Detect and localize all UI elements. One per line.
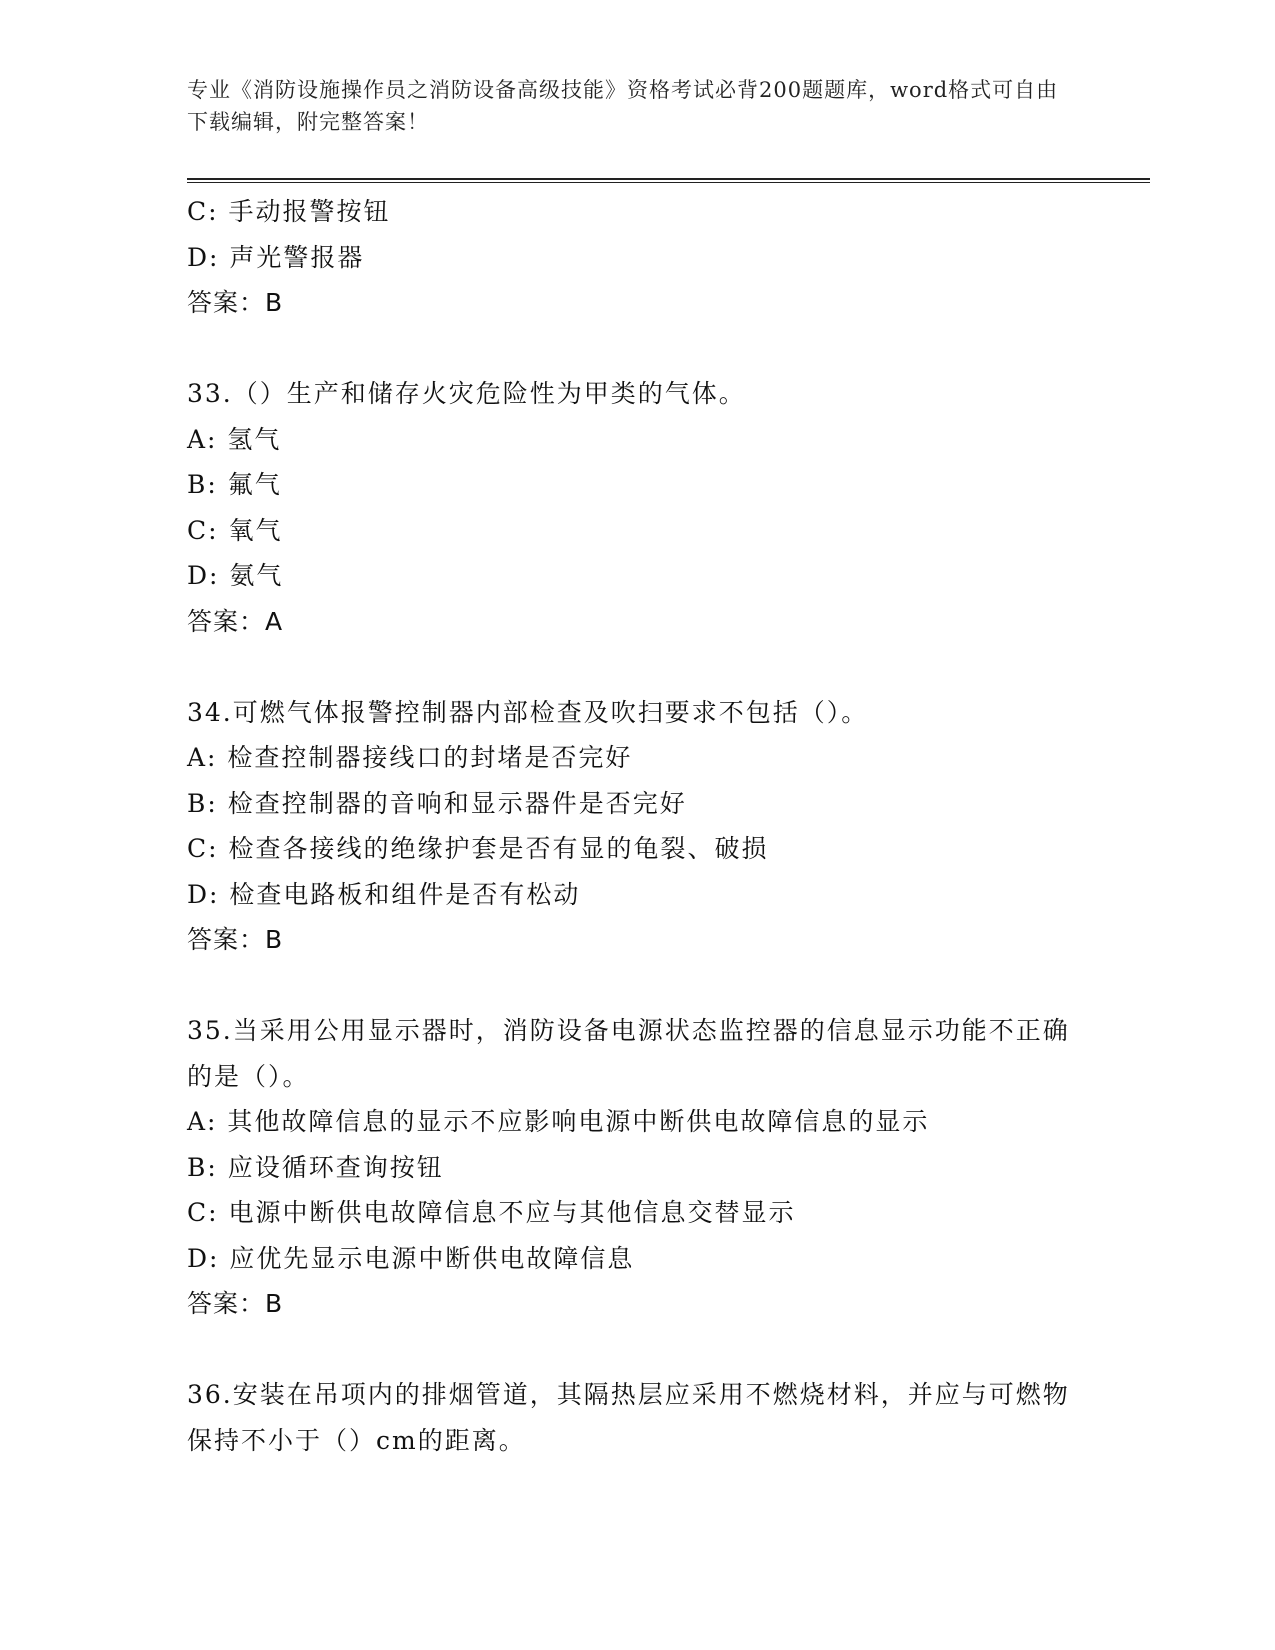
- spacer: [187, 644, 1087, 690]
- answer-line: 答案：A: [187, 606, 284, 636]
- spacer: [187, 963, 1087, 1009]
- question-36-text: 36.安装在吊项内的排烟管道，其隔热层应采用不燃烧材料，并应与可燃物保持不小于（）cm的距离。: [187, 1380, 1070, 1455]
- spacer: [187, 1327, 1087, 1373]
- option-d: D: 声光警报器: [187, 242, 365, 272]
- answer-line: 答案：B: [187, 288, 284, 317]
- spacer: [187, 326, 1087, 372]
- option-a: A: 其他故障信息的显示不应影响电源中断供电故障信息的显示: [187, 1107, 930, 1136]
- question-33-text: 33.（）生产和储存火灾危险性为甲类的气体。: [187, 379, 746, 408]
- option-d: D: 氨气: [187, 561, 284, 590]
- option-c: C: 氧气: [187, 515, 283, 545]
- option-b: B: 检查控制器的音响和显示器件是否完好: [187, 788, 687, 818]
- option-c: C: 手动报警按钮: [187, 197, 391, 226]
- answer-line: 答案：B: [187, 925, 284, 954]
- option-d: D: 检查电路板和组件是否有松动: [187, 879, 581, 909]
- option-c: C: 电源中断供电故障信息不应与其他信息交替显示: [187, 1198, 796, 1227]
- question-35-text: 35.当采用公用显示器时，消防设备电源状态监控器的信息显示功能不正确的是（）。: [187, 1016, 1070, 1091]
- option-a: A: 检查控制器接线口的封堵是否完好: [187, 743, 633, 772]
- page-header: 专业《消防设施操作员之消防设备高级技能》资格考试必背200题题库，word格式可自由下载编辑，附完整答案！: [187, 78, 1059, 134]
- question-content: [187, 189, 1087, 1463]
- option-b: B: 应设循环查询按钮: [187, 1152, 444, 1182]
- option-d: D: 应优先显示电源中断供电故障信息: [187, 1243, 635, 1273]
- option-b: B: 氟气: [187, 470, 282, 499]
- answer-line: 答案：B: [187, 1289, 284, 1318]
- header-rule-thin: [187, 182, 1150, 183]
- option-c: C: 检查各接线的绝缘护套是否有显的龟裂、破损: [187, 834, 769, 863]
- option-a: A: 氢气: [187, 424, 282, 454]
- header-rule-thick: [187, 178, 1150, 180]
- question-34-text: 34.可燃气体报警控制器内部检查及吹扫要求不包括（）。: [187, 697, 869, 727]
